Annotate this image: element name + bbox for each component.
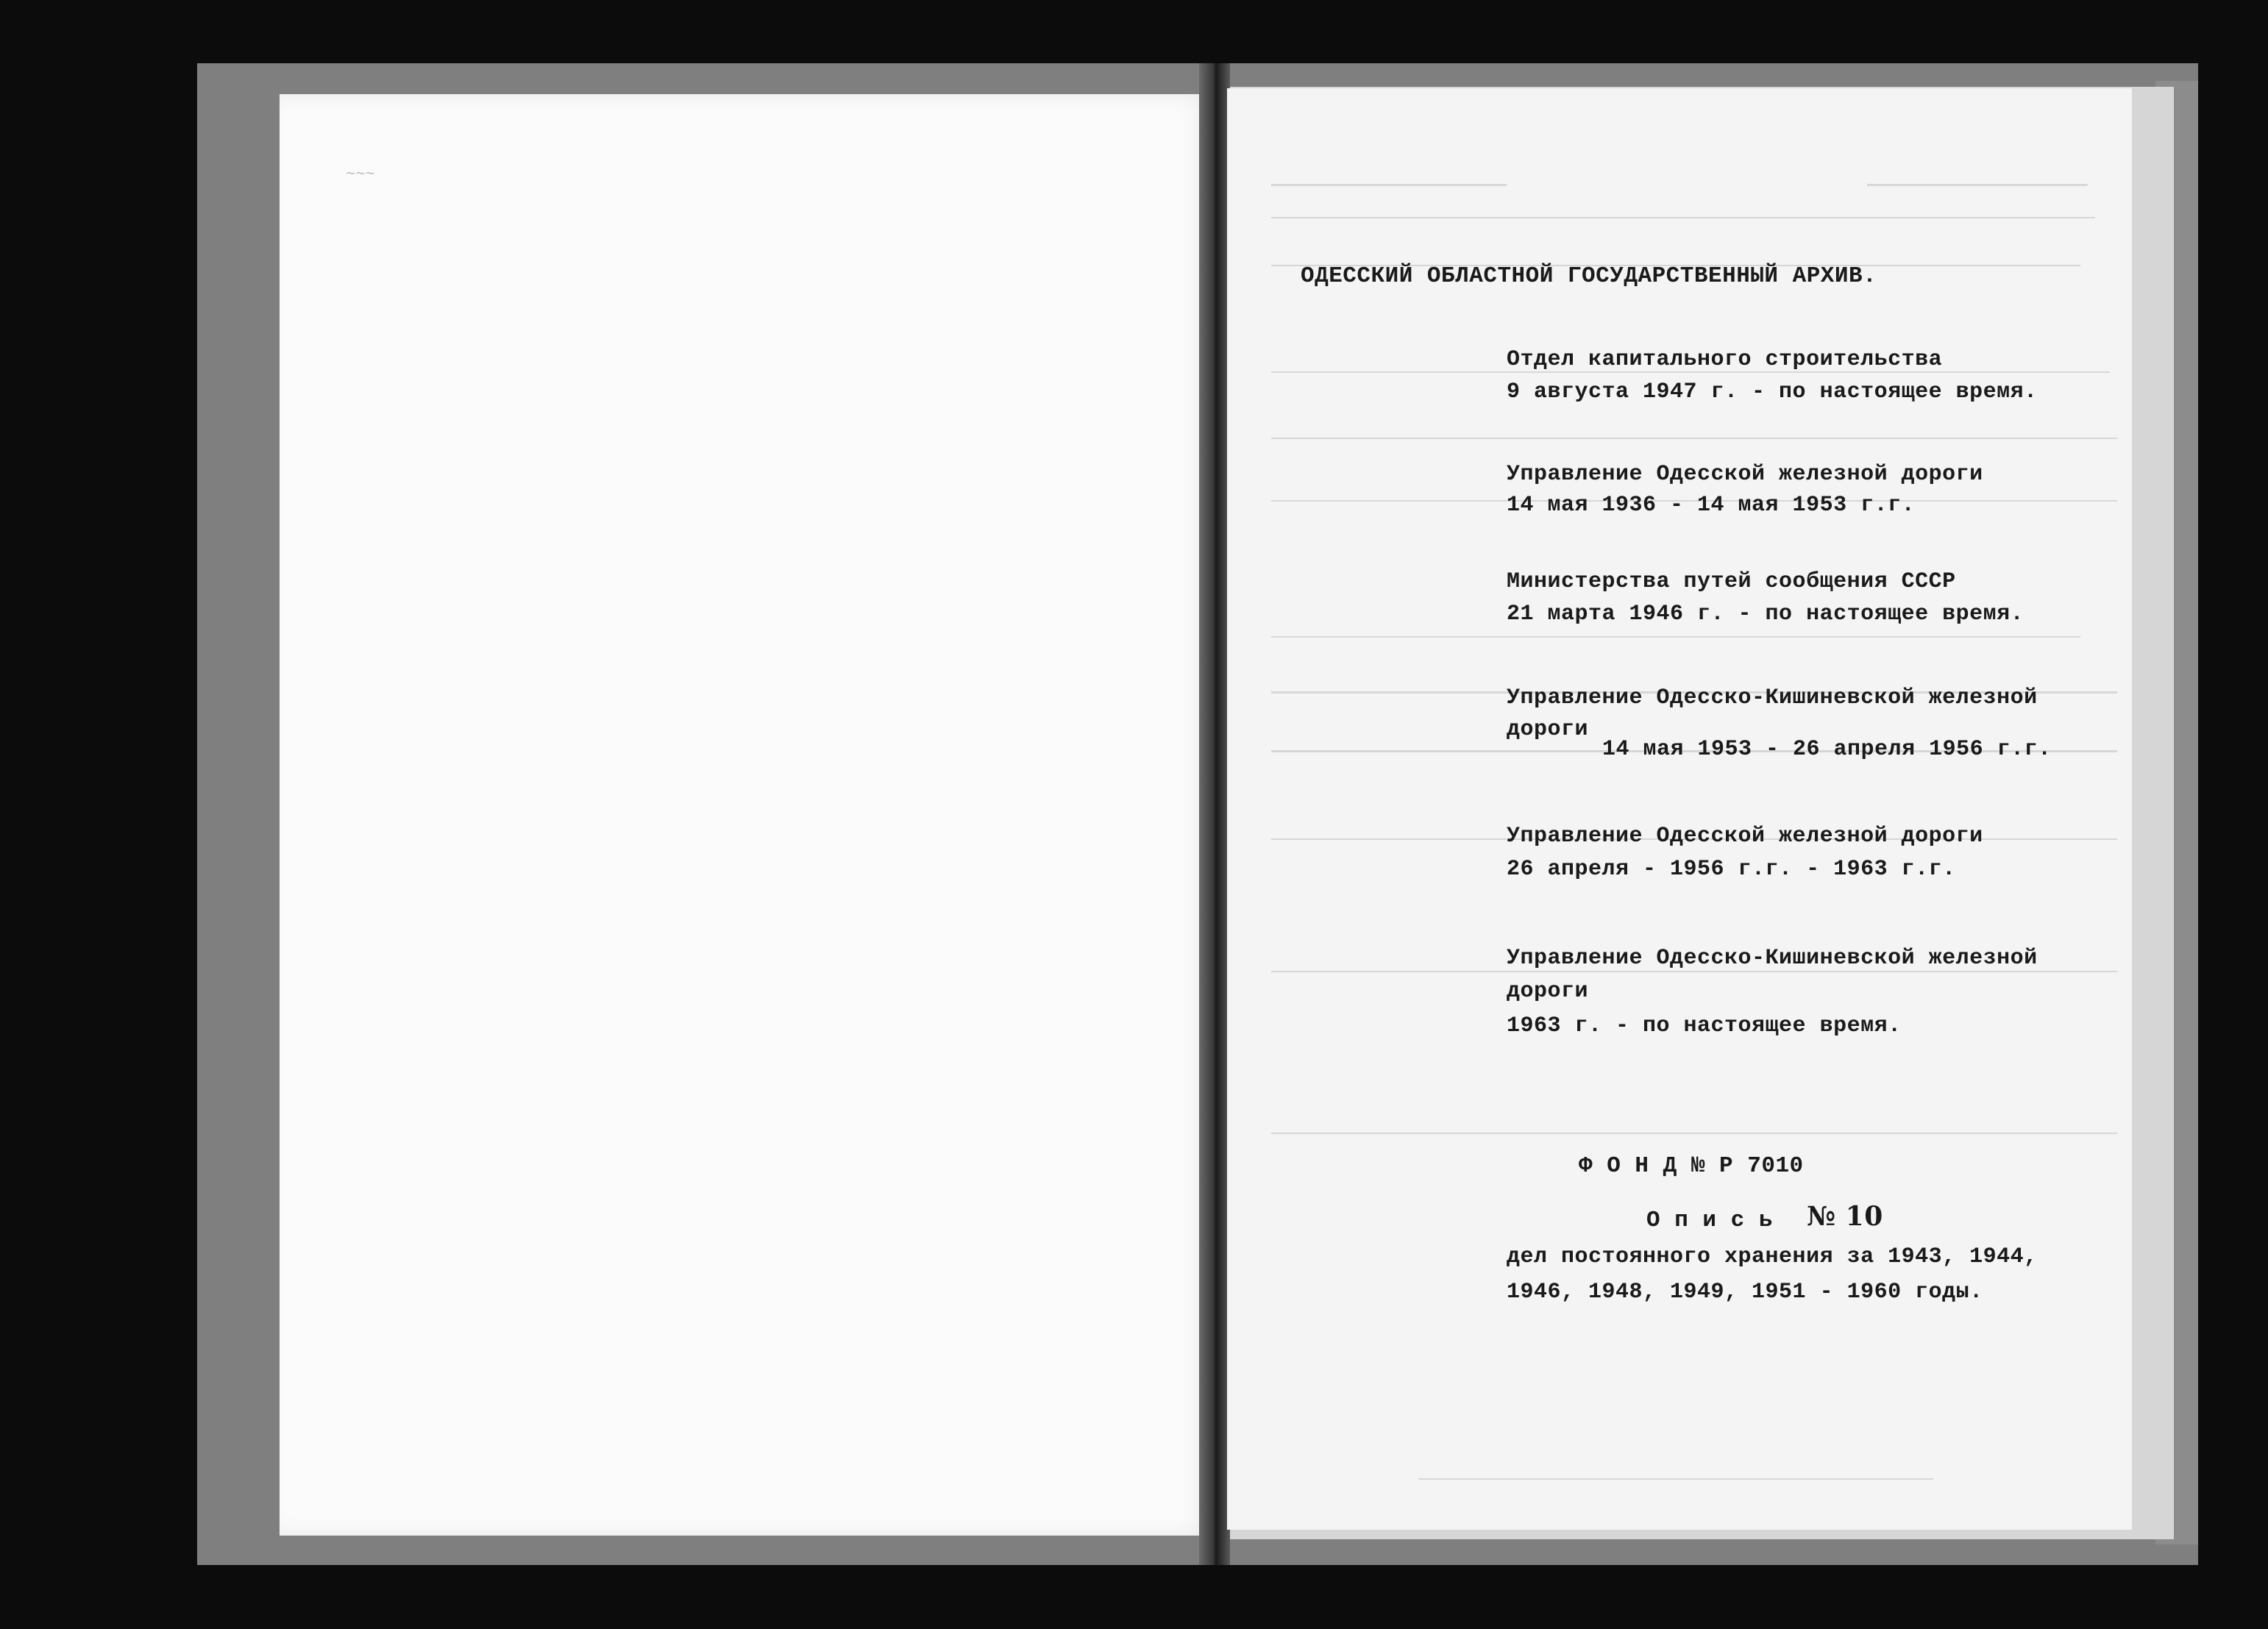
storage-line-2: 1946, 1948, 1949, 1951 - 1960 годы. [1507, 1280, 1983, 1305]
section-5-dates: 26 апреля - 1956 г.г. - 1963 г.г. [1507, 857, 1956, 882]
opis-number: № 10 [1807, 1201, 1883, 1232]
section-3-name: Министерства путей сообщения СССР [1507, 569, 1956, 594]
opis-label: О п и с ь [1646, 1208, 1773, 1233]
archive-title: ОДЕССКИЙ ОБЛАСТНОЙ ГОСУДАРСТВЕННЫЙ АРХИВ. [1301, 263, 1877, 289]
section-4-name-cont: дороги [1507, 717, 1589, 742]
pencil-mark [346, 165, 449, 168]
book-spine [1199, 63, 1230, 1565]
left-blank-page [280, 94, 1214, 1536]
section-4-dates: 14 мая 1953 - 26 апреля 1956 г.г. [1602, 737, 2052, 762]
section-6-name: Управление Одесско-Кишиневской железной [1507, 946, 2038, 971]
section-5-name: Управление Одесской железной дороги [1507, 824, 1983, 849]
section-3-dates: 21 марта 1946 г. - по настоящее время. [1507, 602, 2025, 627]
section-2-name: Управление Одесской железной дороги [1507, 462, 1983, 487]
fond-number: Ф О Н Д № Р 7010 [1579, 1153, 1804, 1179]
section-1-name: Отдел капитального строительства [1507, 347, 1943, 372]
storage-line-1: дел постоянного хранения за 1943, 1944, [1507, 1244, 2038, 1269]
section-4-name: Управление Одесско-Кишиневской железной [1507, 685, 2038, 710]
section-2-dates: 14 мая 1936 - 14 мая 1953 г.г. [1507, 493, 1916, 518]
section-1-dates: 9 августа 1947 г. - по настоящее время. [1507, 379, 2038, 404]
title-page [1227, 88, 2132, 1530]
title-page-content [1227, 88, 2132, 1530]
section-6-name-cont: дороги [1507, 979, 1589, 1004]
section-6-dates: 1963 г. - по настоящее время. [1507, 1013, 1902, 1038]
